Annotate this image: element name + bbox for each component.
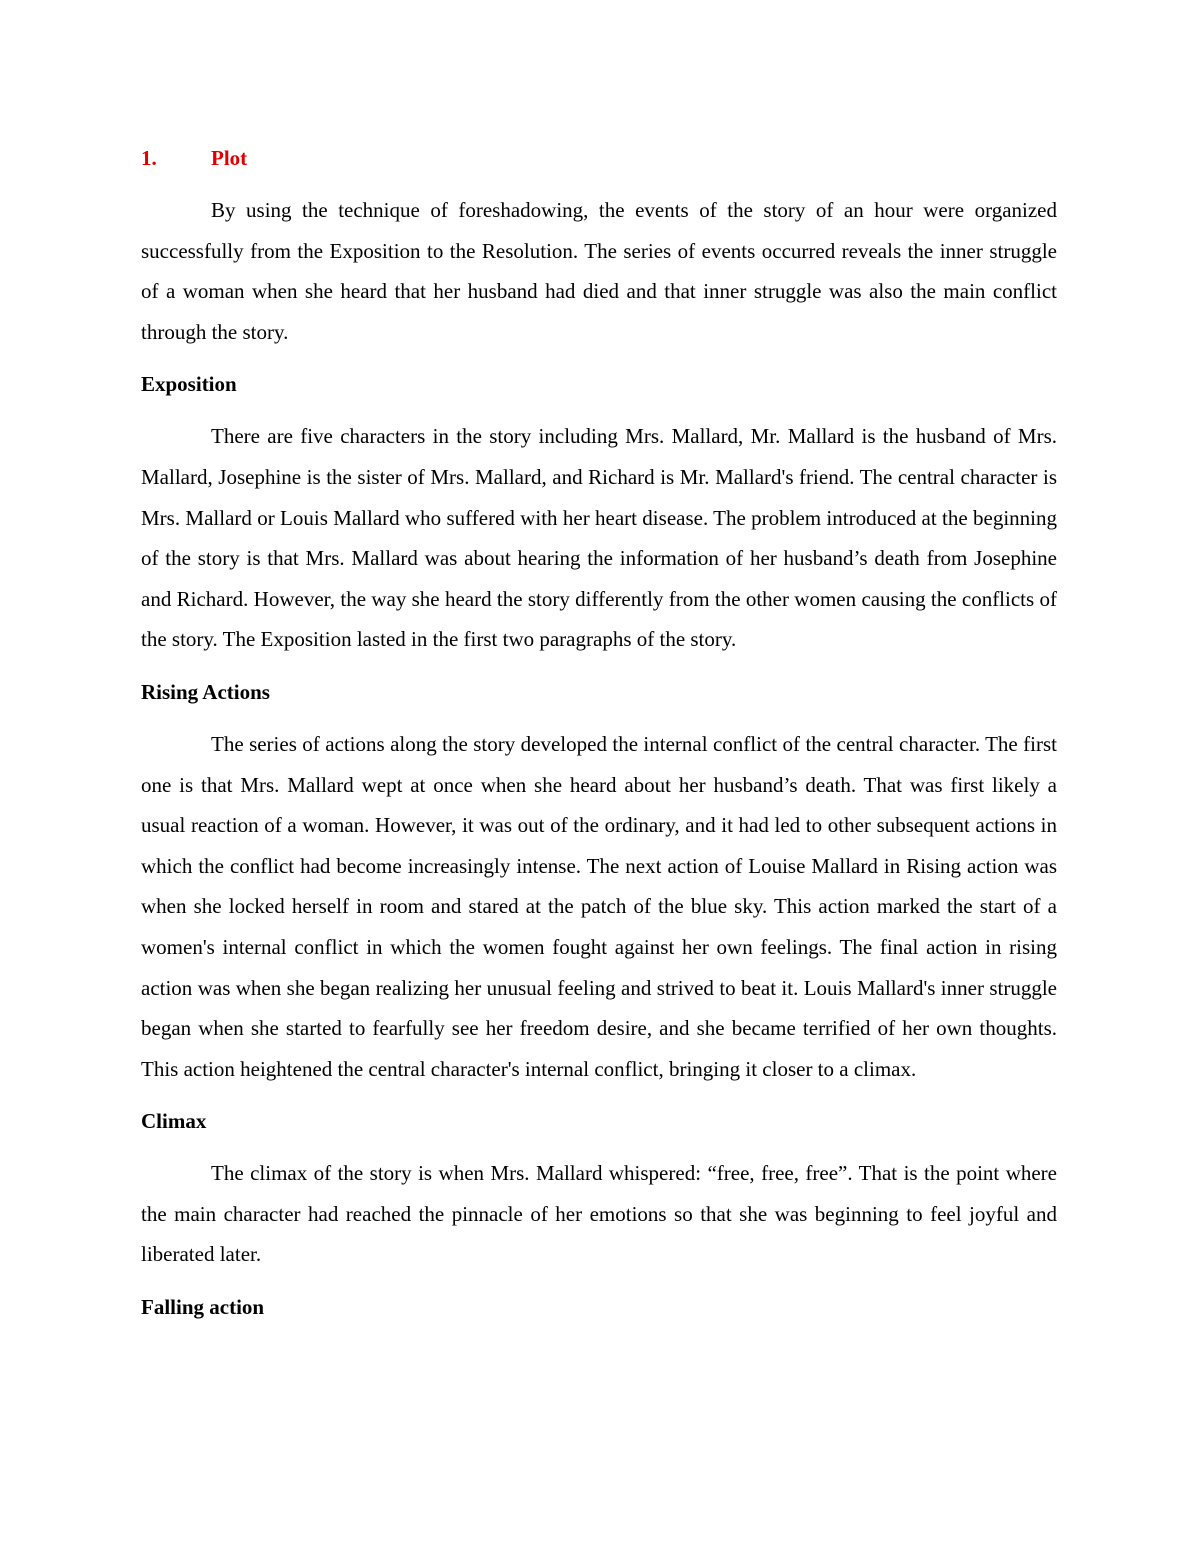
paragraph-plot: By using the technique of foreshadowing, the events of the story of an hour were organized successfully from the Exposition to the Resolution. The series of events occurred reveals the inner struggle of a woman when she heard that her husband had died and that inner struggle was also the main conflict through the story. [141,198,1057,344]
section-heading-exposition: Exposition [141,372,237,397]
document-page [141,138,1057,1327]
paragraph-exposition: There are five characters in the story including Mrs. Mallard, Mr. Mallard is the husband of Mrs. Mallard, Josephine is the sister of Mrs. Mallard, and Richard is Mr. Mallard's friend. The central character is Mrs. Mallard or Louis Mallard who suffered with her heart disease. The problem introduced at the beginning of the story is that Mrs. Mallard was about hearing the information of her husband’s death from Josephine and Richard. However, the way she heard the story differently from the other women causing the conflicts of the story. The Exposition lasted in the first two paragraphs of the story. [141,424,1057,652]
paragraph-rising-actions: The series of actions along the story developed the internal conflict of the central character. The first one is that Mrs. Mallard wept at once when she heard about her husband’s death. That was first likely a usual reaction of a woman. However, it was out of the ordinary, and it had led to other subsequent actions in which the conflict had become increasingly intense. The next action of Louise Mallard in Rising action was when she locked herself in room and stared at the patch of the blue sky. This action marked the start of a women's internal conflict in which the women fought against her own feelings. The final action in rising action was when she began realizing her unusual feeling and strived to beat it. Louis Mallard's inner struggle began when she started to fearfully see her freedom desire, and she became terrified of her own thoughts. This action heightened the central character's internal conflict, bringing it closer to a climax. [141,731,1057,1081]
section-heading-falling-action: Falling action [141,1295,265,1320]
section-heading-climax: Climax [141,1109,207,1134]
section-number: 1. [141,146,157,170]
section-title: Plot [211,146,248,170]
section-heading-rising-actions: Rising Actions [141,679,270,704]
section-heading-plot [141,138,1057,178]
paragraph-climax: The climax of the story is when Mrs. Mallard whispered: “free, free, free”. That is the point where the main character had reached the pinnacle of her emotions so that she was beginning to feel joyful and liberated later. [141,1161,1057,1267]
